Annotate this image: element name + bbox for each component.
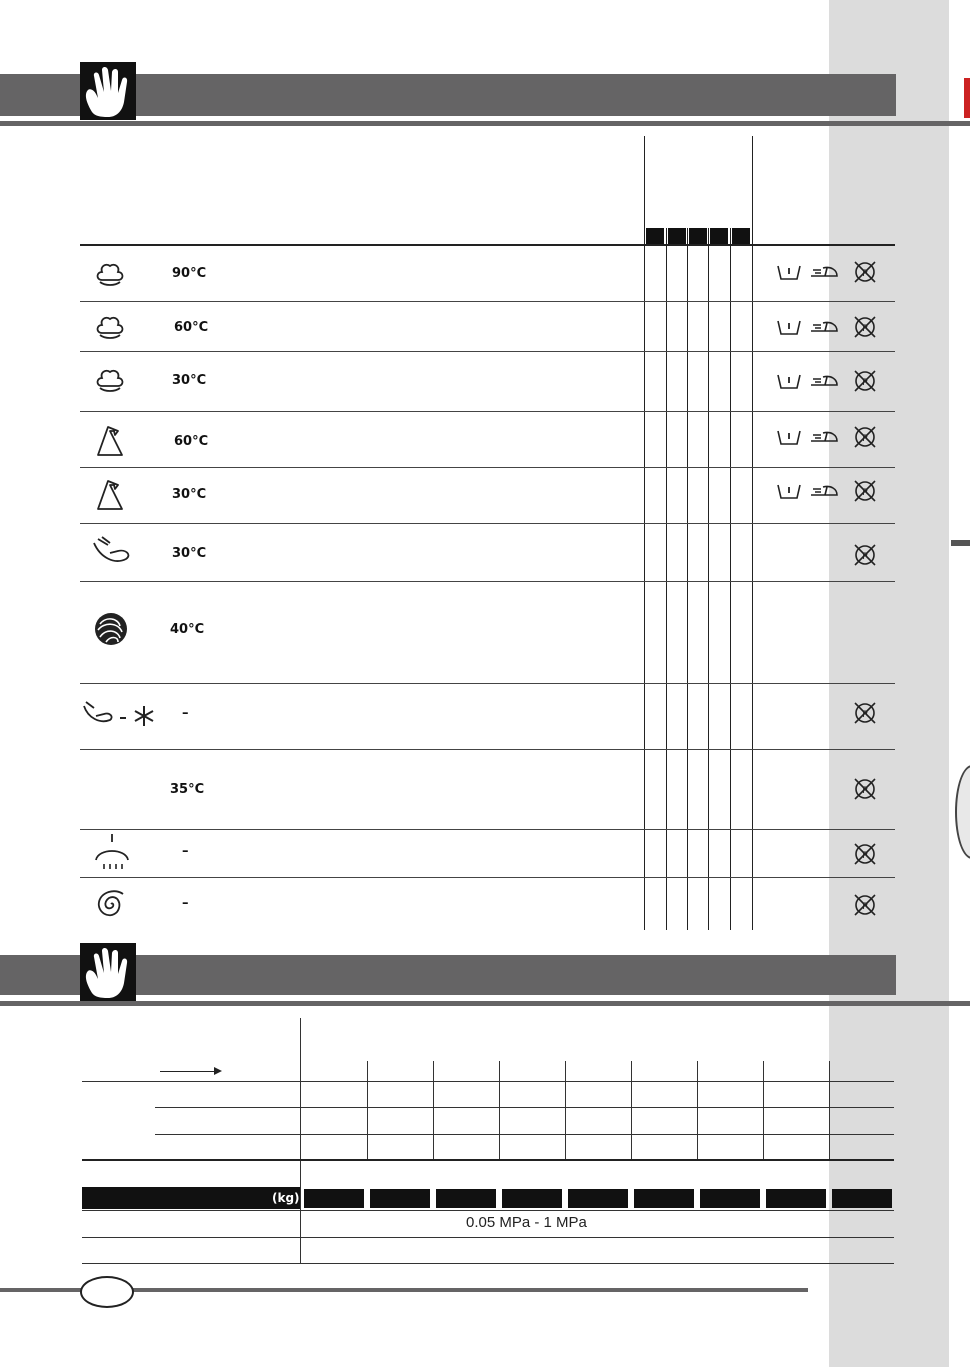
spec-row-line	[82, 1237, 894, 1238]
ironing-icon	[809, 481, 841, 505]
section-underline	[0, 1001, 970, 1006]
col-line	[730, 228, 731, 930]
row-separator	[80, 581, 895, 582]
svg-text:P: P	[862, 902, 868, 912]
program-temperature: –	[182, 896, 189, 911]
washtub-icon	[776, 262, 802, 286]
col-line	[687, 228, 688, 930]
arrow-line	[160, 1071, 220, 1072]
delicate-cold-icon	[80, 700, 160, 730]
page-number-oval	[80, 1276, 134, 1308]
spec-col-line	[300, 1018, 301, 1264]
header-box	[732, 228, 750, 244]
svg-text:P: P	[862, 786, 868, 796]
kg-value-box	[436, 1189, 496, 1208]
washtub-icon	[776, 481, 802, 505]
wool-icon	[92, 610, 130, 648]
section-underline	[0, 121, 970, 126]
cotton-icon	[93, 311, 127, 341]
hand-icon	[80, 943, 136, 1001]
kg-value-box	[832, 1189, 892, 1208]
spec-col-line	[367, 1061, 368, 1160]
kg-value-box	[568, 1189, 628, 1208]
kg-value-box	[766, 1189, 826, 1208]
washtub-icon	[776, 317, 802, 341]
program-temperature: –	[182, 844, 189, 859]
program-temperature: 35°C	[170, 782, 205, 797]
spec-row-line	[82, 1081, 894, 1082]
pressure-value: 0.05 MPa - 1 MPa	[466, 1214, 587, 1231]
no-dry-clean-icon	[852, 259, 878, 289]
no-dry-clean-icon	[852, 892, 878, 922]
svg-text:P: P	[862, 710, 868, 720]
spec-col-line	[433, 1061, 434, 1160]
spec-col-line	[565, 1061, 566, 1160]
no-dry-clean-icon	[852, 424, 878, 454]
row-separator	[80, 683, 895, 684]
ironing-icon	[809, 317, 841, 341]
row-separator	[80, 877, 895, 878]
delicate-icon	[90, 535, 132, 569]
row-separator	[80, 749, 895, 750]
arrow-head	[214, 1067, 222, 1075]
svg-text:P: P	[862, 851, 868, 861]
no-dry-clean-icon	[852, 776, 878, 806]
side-tab-marker	[951, 540, 970, 546]
program-temperature: 30°C	[172, 546, 207, 561]
spec-row-line	[82, 1210, 894, 1211]
program-temperature: 60°C	[174, 320, 209, 335]
spec-col-line	[763, 1061, 764, 1160]
program-temperature: –	[182, 706, 189, 721]
col-line	[666, 228, 667, 930]
header-box	[689, 228, 707, 244]
cotton-icon	[93, 258, 127, 288]
program-temperature: 90°C	[172, 266, 207, 281]
side-red-tab	[964, 78, 970, 118]
synthetic-icon	[94, 475, 126, 513]
no-dry-clean-icon	[852, 841, 878, 871]
ironing-icon	[809, 427, 841, 451]
row-separator	[80, 351, 895, 352]
kg-label-bar	[82, 1187, 300, 1209]
svg-text:P: P	[862, 269, 868, 279]
header-box	[646, 228, 664, 244]
ironing-icon	[809, 262, 841, 286]
spec-col-line	[499, 1061, 500, 1160]
door-outline-icon	[955, 765, 970, 859]
spec-row-line	[155, 1107, 894, 1108]
spec-col-line	[697, 1061, 698, 1160]
kg-label: (kg)	[272, 1191, 300, 1205]
row-separator	[80, 523, 895, 524]
no-dry-clean-icon	[852, 314, 878, 344]
col-line	[752, 136, 753, 930]
svg-text:P: P	[862, 552, 868, 562]
col-line	[644, 136, 645, 930]
kg-value-box	[304, 1189, 364, 1208]
col-line	[708, 228, 709, 930]
svg-text:P: P	[862, 324, 868, 334]
kg-value-box	[370, 1189, 430, 1208]
row-separator	[80, 467, 895, 468]
cotton-icon	[93, 364, 127, 394]
row-separator	[80, 829, 895, 830]
spin-icon	[93, 886, 129, 922]
kg-value-box	[700, 1189, 760, 1208]
svg-text:P: P	[862, 434, 868, 444]
program-temperature: 30°C	[172, 373, 207, 388]
program-temperature: 40°C	[170, 622, 205, 637]
svg-text:P: P	[862, 378, 868, 388]
header-box	[710, 228, 728, 244]
rinse-icon	[92, 832, 132, 872]
table-top-rule	[80, 244, 895, 246]
no-dry-clean-icon	[852, 368, 878, 398]
washtub-icon	[776, 427, 802, 451]
spec-col-line	[829, 1061, 830, 1160]
no-dry-clean-icon	[852, 542, 878, 572]
row-separator	[80, 301, 895, 302]
svg-text:P: P	[862, 488, 868, 498]
spec-row-line	[82, 1159, 894, 1161]
spec-row-line	[82, 1263, 894, 1264]
no-dry-clean-icon	[852, 478, 878, 508]
hand-icon	[80, 62, 136, 120]
no-dry-clean-icon	[852, 700, 878, 730]
header-box	[668, 228, 686, 244]
spec-col-line	[631, 1061, 632, 1160]
row-separator	[80, 411, 895, 412]
program-temperature: 30°C	[172, 487, 207, 502]
synthetic-icon	[94, 421, 126, 459]
program-temperature: 60°C	[174, 434, 209, 449]
kg-value-box	[634, 1189, 694, 1208]
kg-value-box	[502, 1189, 562, 1208]
ironing-icon	[809, 371, 841, 395]
spec-row-line	[155, 1134, 894, 1135]
washtub-icon	[776, 371, 802, 395]
